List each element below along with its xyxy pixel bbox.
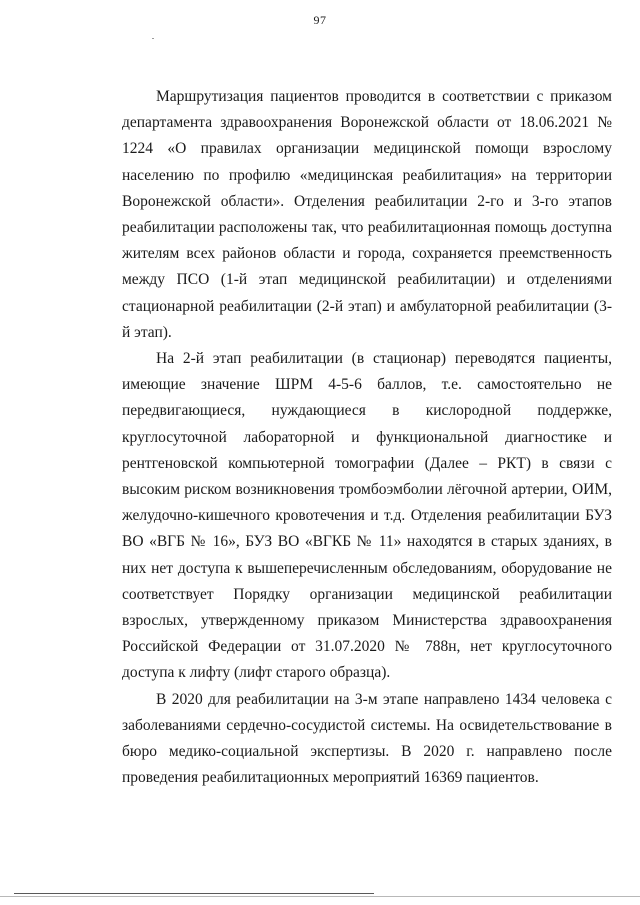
footer-rule [0,893,640,899]
paragraph-stage-three: В 2020 для реабилитации на 3-м этапе направлено 1434 человека с заболеваниями сердечно-сосудистой системы. На освидетельствование в бюро медико-социальной экспертизы. В 2020 г. направлено после проведения реабилитационных мероприятий 16369 пациентов. [122,690,612,787]
page-number: 97 [313,13,327,27]
footer-rule-line [14,893,374,894]
paragraph-stage-two: На 2-й этап реабилитации (в стационар) переводятся пациенты, имеющие значение ШРМ 4-5-6 баллов, т.е. самостоятельно не передвигающиеся, нуждающиеся в кислородной поддержке, круглосуточной лабораторной и функциональной диагностике и рентгеновской компьютерной томографии (Далее – РКТ) в связи с высоким риском возникновения тромбоэмболии лёгочной артерии, ОИМ, желудочно-кишечного кровотечения и т.д. Отделения реабилитации БУЗ ВО «ВГБ № 16», БУЗ ВО «ВГКБ № 11» находятся в старых зданиях, в них нет доступа к вышеперечисленным обследованиям, оборудование не соответствует Порядку организации медицинской реабилитации взрослых, утвержденному приказом Министерства здравоохранения Российской Федерации от 31.07.2020 № 788н, нет круглосуточного доступа к лифту (лифт старого образца). [122,350,612,682]
document-body [122,84,612,791]
paragraph-routing: Маршрутизация пациентов проводится в соответствии с приказом департамента здравоохранения Воронежской области от 18.06.2021 № 1224 «О правилах организации медицинской помощи взрослому населению по профилю «медицинская реабилитация» на территории Воронежской области». Отделения реабилитации 2-го и 3-го этапов реабилитации расположены так, что реабилитационная помощь доступна жителям всех районов области и города, сохраняется преемственность между ПСО (1-й этап медицинской реабилитации) и отделениями стационарной реабилитации (2-й этап) и амбулаторной реабилитации (3-й этап). [122,88,612,341]
scan-edge-line [0,896,640,897]
scan-mark [152,38,154,39]
